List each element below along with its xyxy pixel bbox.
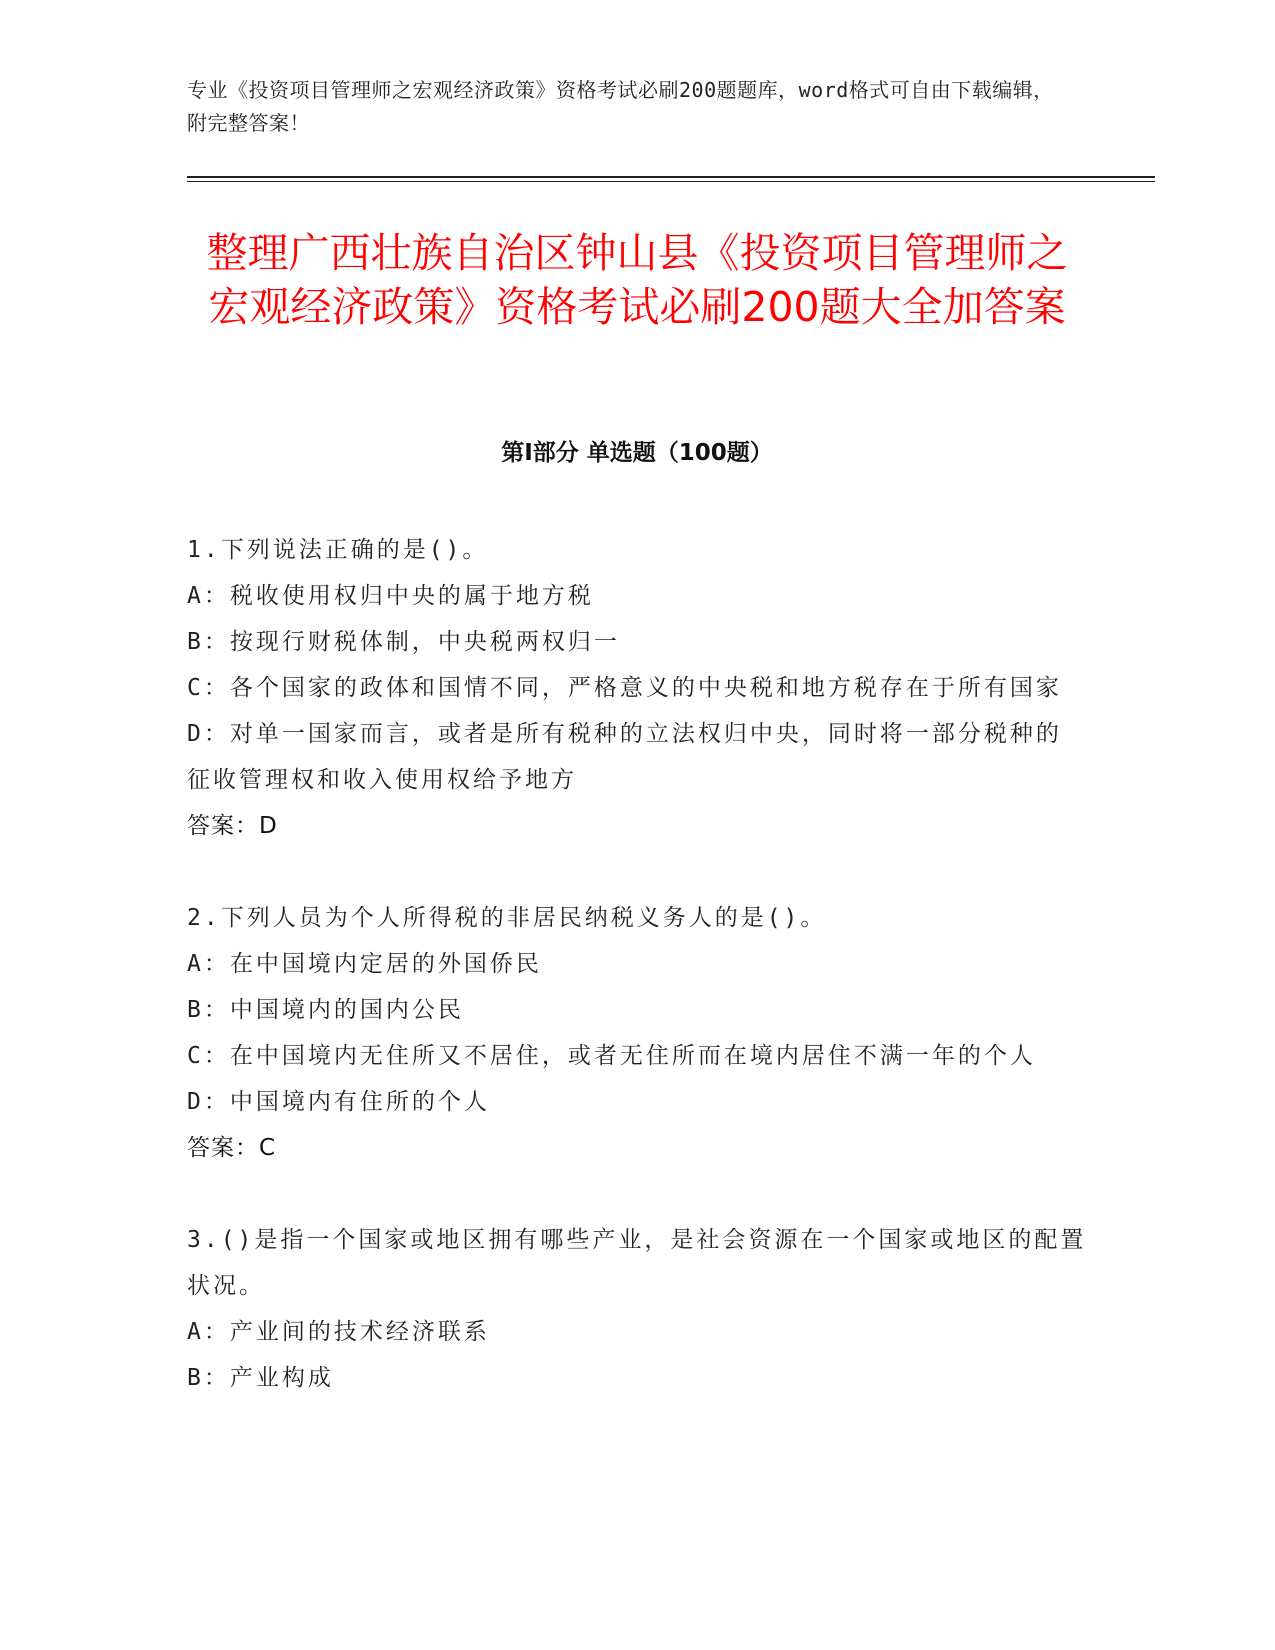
option-a: A：在中国境内定居的外国侨民	[187, 951, 542, 977]
question-stem: 1.下列说法正确的是()。	[187, 537, 489, 563]
option-b: B：中国境内的国内公民	[187, 997, 464, 1023]
option-b: B：产业构成	[187, 1365, 334, 1391]
option-d: D：对单一国家而言，或者是所有税种的立法权归中央，同时将一部分税种的征收管理权和收入使用权给予地方	[187, 721, 1062, 793]
question-stem: 3.()是指一个国家或地区拥有哪些产业，是社会资源在一个国家或地区的配置状况。	[187, 1227, 1087, 1299]
question-1	[187, 527, 1087, 849]
answer-line: 答案：C	[187, 1135, 277, 1161]
section-heading: 第Ⅰ部分 单选题（100题）	[501, 440, 773, 466]
answer-line: 答案：D	[187, 813, 278, 839]
question-3	[187, 1217, 1087, 1401]
header-divider-thick	[187, 176, 1155, 178]
question-list	[187, 527, 1087, 1447]
option-c: C：在中国境内无住所又不居住，或者无住所而在境内居住不满一年的个人	[187, 1043, 1036, 1069]
header-divider-thin	[187, 181, 1155, 182]
document-title: 整理广西壮族自治区钟山县《投资项目管理师之宏观经济政策》资格考试必刷200题大全加答案	[206, 229, 1068, 331]
option-c: C：各个国家的政体和国情不同，严格意义的中央税和地方税存在于所有国家	[187, 675, 1062, 701]
question-2	[187, 895, 1087, 1171]
question-stem: 2.下列人员为个人所得税的非居民纳税义务人的是()。	[187, 905, 827, 931]
option-a: A：产业间的技术经济联系	[187, 1319, 490, 1345]
header-note: 专业《投资项目管理师之宏观经济政策》资格考试必刷200题题库，word格式可自由下载编辑，附完整答案！	[187, 78, 1054, 135]
option-a: A：税收使用权归中央的属于地方税	[187, 583, 594, 609]
option-b: B：按现行财税体制，中央税两权归一	[187, 629, 620, 655]
option-d: D：中国境内有住所的个人	[187, 1089, 490, 1115]
